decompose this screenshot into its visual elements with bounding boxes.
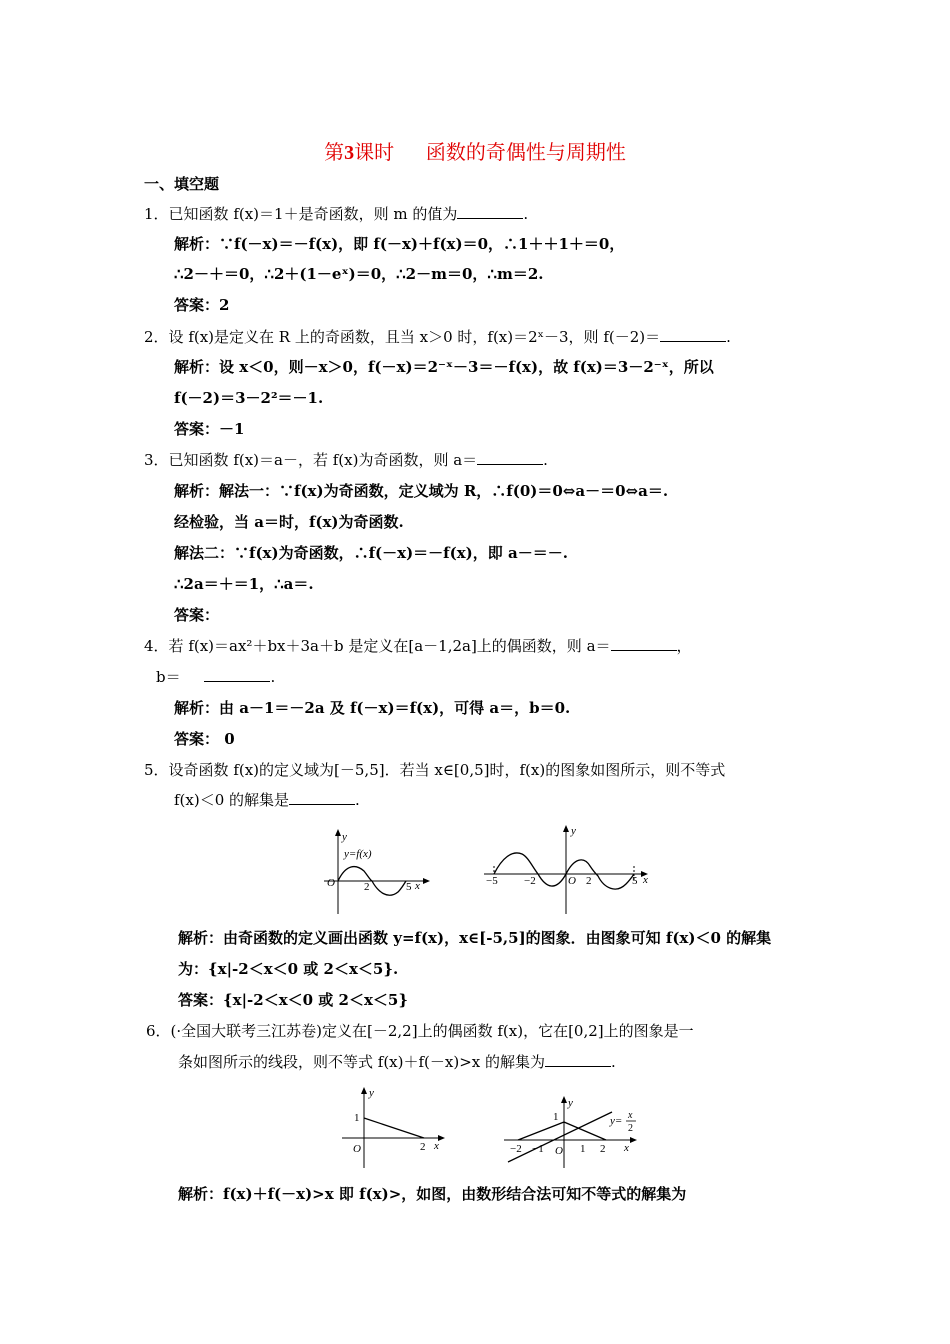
q4-b-end: . bbox=[270, 668, 276, 686]
y-label: y bbox=[571, 825, 576, 837]
tick-2-label: 2 bbox=[364, 881, 370, 893]
tick-neg2-label: −2 bbox=[524, 875, 536, 887]
x-axis-arrow-icon bbox=[630, 1137, 637, 1143]
tick-neg2-label: −2 bbox=[510, 1143, 522, 1155]
q1-analysis-1: 解析：∵f(－x)＝－f(x)，即 f(－x)＋f(x)＝0，∴1＋＋1＋＝0， bbox=[174, 235, 625, 253]
q3-analysis-4: ∴2a＝＋＝1，∴a＝. bbox=[174, 575, 314, 593]
q3-number: 3． bbox=[144, 451, 169, 469]
origin-label: O bbox=[568, 875, 576, 887]
q6-blank bbox=[545, 1052, 611, 1067]
y-axis-arrow-icon bbox=[335, 829, 341, 836]
y-label: y bbox=[342, 831, 347, 843]
q5-line bbox=[144, 760, 725, 780]
q1-end: . bbox=[523, 205, 529, 223]
q4-blank-a bbox=[611, 636, 677, 651]
q2-line bbox=[144, 327, 731, 347]
q3-blank bbox=[477, 450, 543, 465]
tick-neg1-label: −1 bbox=[532, 1143, 544, 1155]
q1-answer: 答案：2 bbox=[174, 296, 230, 314]
q6-number: 6． bbox=[146, 1022, 171, 1040]
q5-figure-full bbox=[480, 822, 656, 916]
curve-label: y=f(x) bbox=[344, 848, 372, 860]
q3-answer: 答案： bbox=[174, 606, 220, 624]
q6-line bbox=[146, 1021, 694, 1041]
q4-analysis: 解析：由 a－1＝－2a 及 f(－x)＝f(x)，可得 a＝，b＝0. bbox=[174, 699, 571, 717]
q2-analysis-2: f(－2)＝3－2²＝－1. bbox=[174, 389, 324, 407]
q3-analysis-3: 解法二：∵f(x)为奇函数，∴f(－x)＝－f(x)，即 a－＝－. bbox=[174, 544, 568, 562]
q1-blank bbox=[457, 204, 523, 219]
q3-line bbox=[144, 450, 548, 470]
q4-blank-b bbox=[204, 667, 270, 682]
title-number: 3 bbox=[344, 142, 355, 164]
q4-end: ， bbox=[676, 637, 692, 655]
q1-analysis-2: ∴2－＋＝0，∴2＋(1－eˣ)＝0，∴2－m＝0，∴m＝2. bbox=[174, 265, 544, 283]
q6-end: . bbox=[611, 1053, 616, 1071]
y-label: y bbox=[568, 1097, 573, 1109]
tick-1-label: 1 bbox=[354, 1112, 360, 1124]
q2-end: . bbox=[726, 328, 731, 346]
q1-number: 1． bbox=[144, 205, 169, 223]
q5-end: . bbox=[355, 791, 360, 809]
origin-label: O bbox=[555, 1145, 563, 1157]
title-prefix: 第 bbox=[324, 140, 345, 164]
q5-line-2 bbox=[174, 790, 360, 810]
tick-2-label: 2 bbox=[420, 1141, 426, 1153]
y-axis-arrow-icon bbox=[563, 825, 569, 832]
line-label: y= bbox=[610, 1115, 623, 1127]
q5-text-2: f(x)＜0 的解集是 bbox=[174, 791, 290, 809]
tick-2-label: 2 bbox=[600, 1143, 606, 1155]
tick-2-label: 2 bbox=[586, 875, 592, 887]
q1-line bbox=[144, 204, 528, 224]
y-label: y bbox=[369, 1087, 374, 1099]
x-label: x bbox=[624, 1142, 629, 1154]
q2-number: 2． bbox=[144, 328, 169, 346]
x-label: x bbox=[415, 880, 420, 892]
q5-blank bbox=[289, 790, 355, 805]
x-axis-arrow-icon bbox=[438, 1135, 445, 1141]
tick-neg5-label: −5 bbox=[486, 875, 498, 887]
title-suffix: 课时 bbox=[354, 140, 395, 164]
q2-answer: 答案：－1 bbox=[174, 420, 245, 438]
q5-number: 5． bbox=[144, 761, 169, 779]
q5-answer: 答案：{x|-2＜x＜0 或 2＜x＜5} bbox=[178, 991, 408, 1009]
q3-text: 已知函数 f(x)＝a－，若 f(x)为奇函数，则 a＝ bbox=[168, 451, 478, 469]
q2-blank bbox=[660, 327, 726, 342]
origin-label: O bbox=[327, 877, 335, 889]
q6-figure-given bbox=[338, 1084, 450, 1170]
q6-line-2 bbox=[178, 1052, 616, 1072]
q4-answer: 答案： 0 bbox=[174, 730, 235, 748]
q6-analysis: 解析：f(x)＋f(－x)>x 即 f(x)>，如图，由数形结合法可知不等式的解集为 bbox=[178, 1185, 687, 1203]
line-label-numerator: x bbox=[628, 1110, 633, 1121]
tick-5-label: 5 bbox=[406, 881, 412, 893]
y-axis-arrow-icon bbox=[361, 1087, 367, 1094]
tick-1x-label: 1 bbox=[580, 1143, 586, 1155]
tick-1-label: 1 bbox=[553, 1111, 559, 1123]
segment-left bbox=[518, 1122, 564, 1140]
section-heading: 一、填空题 bbox=[144, 175, 220, 193]
q6-text-2: 条如图所示的线段，则不等式 f(x)＋f(－x)>x 的解集为 bbox=[178, 1053, 545, 1071]
q4-text: 若 f(x)＝ax²＋bx＋3a＋b 是定义在[a－1,2a]上的偶函数，则 a＝ bbox=[168, 637, 611, 655]
q3-analysis-2: 经检验，当 a＝时，f(x)为奇函数. bbox=[174, 513, 404, 531]
q1-text: 已知函数 f(x)＝1＋是奇函数，则 m 的值为 bbox=[168, 205, 458, 223]
q6-figure-solution bbox=[500, 1094, 648, 1170]
tick-5-label: 5 bbox=[632, 875, 638, 887]
q5-text: 设奇函数 f(x)的定义域为[－5,5]．若当 x∈[0,5]时，f(x)的图象如图所示，则不等式 bbox=[168, 761, 726, 779]
line-label-denominator: 2 bbox=[628, 1123, 633, 1134]
title-main: 函数的奇偶性与周期性 bbox=[425, 140, 626, 164]
segment bbox=[364, 1118, 424, 1138]
q3-end: . bbox=[543, 451, 548, 469]
q3-analysis-1: 解析：解法一：∵f(x)为奇函数，定义域为 R，∴f(0)＝0⇔a－＝0⇔a＝. bbox=[174, 482, 669, 500]
x-label: x bbox=[434, 1140, 439, 1152]
q4-line-b bbox=[156, 667, 275, 687]
curve-full bbox=[494, 853, 634, 889]
q5-analysis-1: 解析：由奇函数的定义画出函数 y=f(x)，x∈[-5,5]的图象．由图象可知 f(x)＜0 的解集 bbox=[178, 929, 772, 947]
y-axis-arrow-icon bbox=[561, 1096, 567, 1103]
x-axis-arrow-icon bbox=[423, 878, 430, 884]
x-label: x bbox=[643, 874, 648, 886]
q5-figure-given bbox=[318, 826, 434, 916]
q2-analysis-1: 解析：设 x＜0，则－x＞0，f(－x)＝2⁻ˣ－3＝－f(x)，故 f(x)＝3－2⁻ˣ，所以 bbox=[174, 358, 714, 376]
q4-line bbox=[144, 636, 692, 656]
q5-analysis-2: 为：{x|-2＜x＜0 或 2＜x＜5}. bbox=[178, 960, 399, 978]
q4-number: 4． bbox=[144, 637, 169, 655]
q6-text: (·全国大联考三江苏卷)定义在[－2,2]上的偶函数 f(x)，它在[0,2]上的图象是一 bbox=[170, 1022, 694, 1040]
q4-b-label: b＝ bbox=[156, 668, 181, 686]
q2-text: 设 f(x)是定义在 R 上的奇函数，且当 x＞0 时，f(x)＝2ˣ－3，则 f(－2)＝ bbox=[168, 328, 661, 346]
page-title bbox=[0, 136, 950, 165]
origin-label: O bbox=[353, 1143, 361, 1155]
